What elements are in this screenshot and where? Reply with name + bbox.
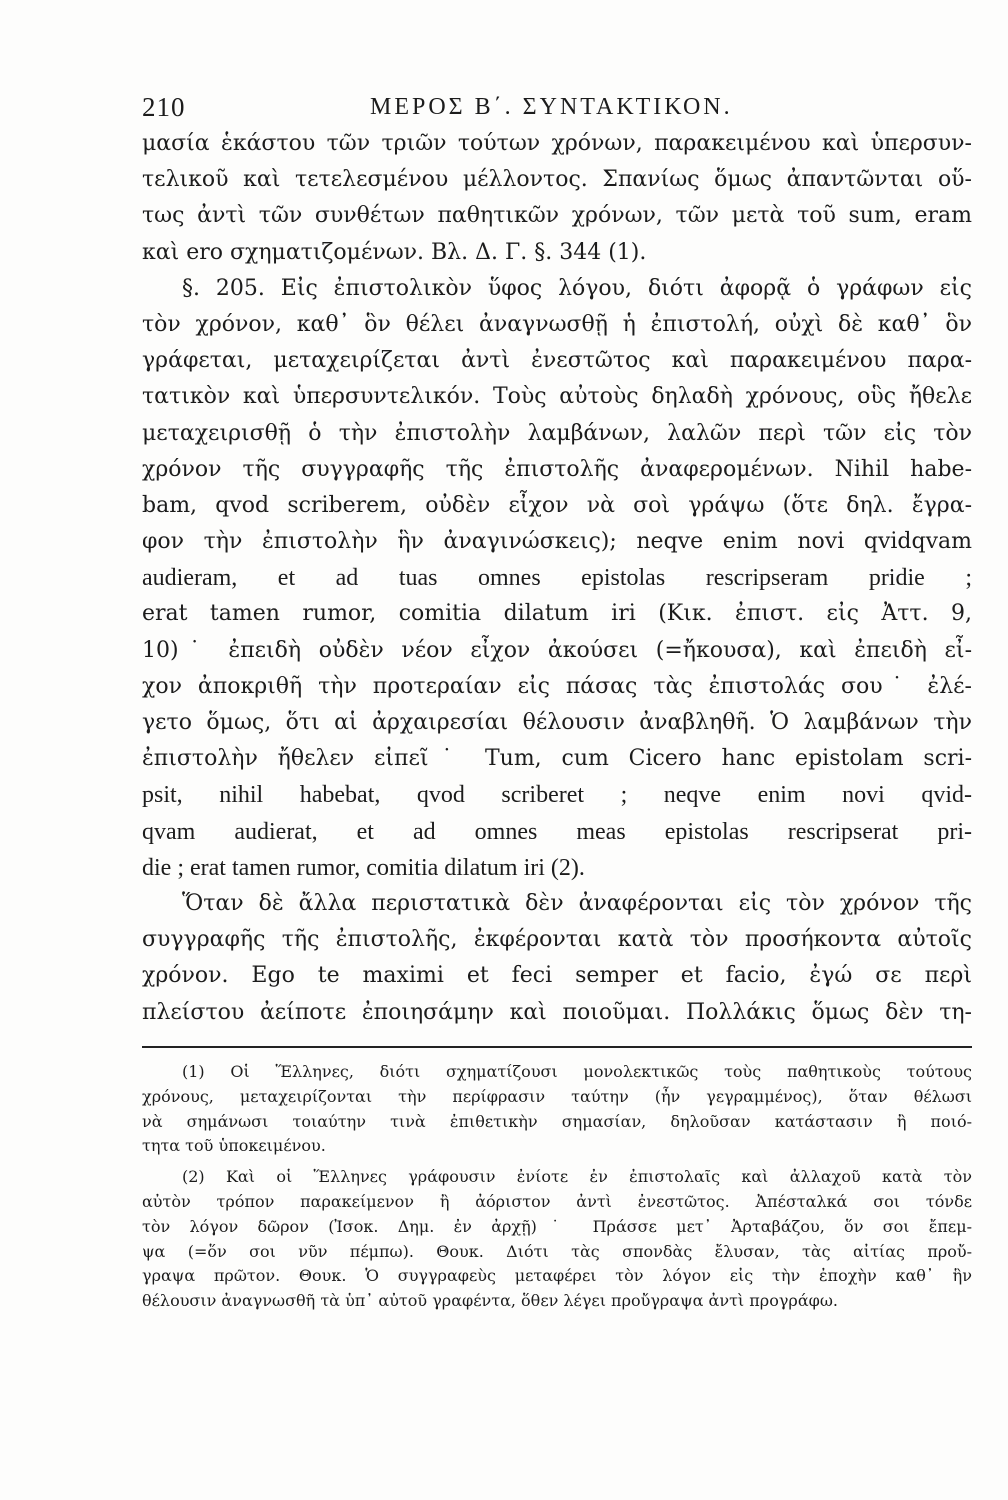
section-205-heading-line: §. 205. Εἰς ἐπιστολικὸν ὕφος λόγου, διότι ἀφορᾷ ὁ γράφων εἰς bbox=[182, 275, 972, 301]
text-line: χον ἀποκριθῆ τὴν προτεραίαν εἰς πάσας τὰς ἐπιστολάς σου˙ ἐλέ- bbox=[142, 673, 972, 699]
page-header bbox=[142, 92, 972, 128]
footnotes bbox=[142, 1060, 972, 1314]
text-line: bam, qvod scriberem, οὐδὲν εἶχον νὰ σοὶ γράψω (ὅτε δηλ. ἔγρα- bbox=[142, 492, 972, 518]
text-line: πλείστου ἀείποτε ἐποιησάμην καὶ ποιοῦμαι. Πολλάκις ὅμως δὲν τη- bbox=[142, 999, 972, 1025]
text-line: ἐπιστολὴν ἤθελεν εἰπεῖ˙ Tum, cum Cicero hanc epistolam scri- bbox=[142, 746, 972, 772]
latin-text-line: die ; erat tamen rumor, comitia dilatum iri (2). bbox=[142, 854, 585, 881]
text-line: τελικοῦ καὶ τετελεσμένου μέλλοντος. Σπανίως ὅμως ἀπαντῶνται οὕ- bbox=[142, 167, 972, 193]
paragraph-start-line: Ὅταν δὲ ἄλλα περιστατικὰ δὲν ἀναφέρονται εἰς τὸν χρόνον τῆς bbox=[182, 890, 972, 916]
main-text bbox=[142, 126, 972, 1031]
text-line: μασία ἑκάστου τῶν τριῶν τούτων χρόνων, παρακειμένου καὶ ὑπερσυν- bbox=[142, 131, 972, 156]
running-title: ΜΕΡΟΣ Β΄. ΣΥΝΤΑΚΤΙΚΟΝ. bbox=[370, 94, 733, 120]
text-line: 10)˙ ἐπειδὴ οὐδὲν νέον εἶχον ἀκούσει (=ἤκουσα), καὶ ἐπειδὴ εἶ- bbox=[142, 637, 972, 663]
text-line: συγγραφῆς τῆς ἐπιστολῆς, ἐκφέρονται κατὰ τὸν προσήκοντα αὐτοῖς bbox=[142, 927, 972, 953]
text-line: μεταχειρισθῇ ὁ τὴν ἐπιστολὴν λαμβάνων, λαλῶν περὶ τῶν εἰς τὸν bbox=[142, 420, 972, 446]
text-line: τατικὸν καὶ ὑπερσυντελικόν. Τοὺς αὐτοὺς δηλαδὴ χρόνους, οὓς ἤθελε bbox=[142, 384, 972, 410]
footnote-2-line: (2) Καὶ οἱ Ἕλληνες γράφουσιν ἐνίοτε ἐν ἐπιστολαῖς καὶ ἀλλαχοῦ κατὰ τὸν bbox=[182, 1167, 972, 1187]
footnote-2-line: ψα (=ὅν σοι νῦν πέμπω). Θουκ. Διότι τὰς σπονδὰς ἔλυσαν, τὰς αἰτίας προὔ- bbox=[142, 1241, 972, 1261]
latin-text-line: psit, nihil habebat, qvod scriberet ; neqve enim novi qvid- bbox=[142, 782, 972, 809]
page-number: 210 bbox=[142, 92, 186, 122]
footnote-divider bbox=[142, 1046, 972, 1048]
footnote-1-line: τητα τοῦ ὑποκειμένου. bbox=[142, 1136, 326, 1156]
text-line: τως ἀντὶ τῶν συνθέτων παθητικῶν χρόνων, τῶν μετὰ τοῦ sum, eram bbox=[142, 203, 972, 229]
text-line: erat tamen rumor, comitia dilatum iri (Κικ. ἐπιστ. εἰς Ἀττ. 9, bbox=[142, 601, 972, 627]
text-line: τὸν χρόνον, καθ᾿ ὃν θέλει ἀναγνωσθῇ ἡ ἐπιστολή, οὐχὶ δὲ καθ᾿ ὃν bbox=[142, 311, 972, 337]
latin-text-line: qvam audierat, et ad omnes meas epistolas rescripserat pri- bbox=[142, 818, 972, 845]
text-line: γετο ὅμως, ὅτι αἱ ἀρχαιρεσίαι θέλουσιν ἀναβληθῆ. Ὁ λαμβάνων τὴν bbox=[142, 710, 972, 735]
footnote-2-line: θέλουσιν ἀναγνωσθῆ τὰ ὑπ᾿ αὐτοῦ γραφέντα, ὅθεν λέγει προὔγραψα ἀντὶ προγράφω. bbox=[142, 1291, 838, 1311]
footnote-2-line: αὐτὸν τρόπον παρακείμενον ἢ ἀόριστον ἀντὶ ἐνεστῶτος. Ἀπέσταλκά σοι τόνδε bbox=[142, 1191, 972, 1211]
text-line: χρόνον τῆς συγγραφῆς τῆς ἐπιστολῆς ἀναφερομένων. Nihil habe- bbox=[142, 456, 972, 482]
latin-text-line: audieram, et ad tuas omnes epistolas rescripseram pridie ; bbox=[142, 565, 972, 592]
footnote-1-line: (1) Οἱ Ἕλληνες, διότι σχηματίζουσι μονολεκτικῶς τοὺς παθητικοὺς τούτους bbox=[182, 1062, 972, 1081]
footnote-1-line: νὰ σημάνωσι τοιαύτην τινὰ ἐπιθετικὴν σημασίαν, δηλοῦσαν κατάστασιν ἢ ποιό- bbox=[142, 1111, 972, 1131]
text-line: καὶ ero σχηματιζομένων. Βλ. Δ. Γ. §. 344 (1). bbox=[142, 239, 647, 265]
footnote-2-line: γραψα πρῶτον. Θουκ. Ὁ συγγραφεὺς μεταφέρει τὸν λόγον εἰς τὴν ἐποχὴν καθ᾿ ἣν bbox=[142, 1266, 972, 1286]
text-line: φον τὴν ἐπιστολὴν ἣν ἀναγινώσκεις); neqve enim novi qvidqvam bbox=[142, 529, 972, 555]
text-line: γράφεται, μεταχειρίζεται ἀντὶ ἐνεστῶτος καὶ παρακειμένου παρα- bbox=[142, 348, 972, 374]
footnote-1-line: χρόνους, μεταχειρίζονται τὴν περίφρασιν ταύτην (ἦν γεγραμμένος), ὅταν θέλωσι bbox=[142, 1086, 972, 1106]
footnote-2-line: τὸν λόγον δῶρον (Ἰσοκ. Δημ. ἐν ἀρχῇ)˙ Πράσσε μετ᾿ Ἀρταβάζου, ὅν σοι ἔπεμ- bbox=[142, 1216, 972, 1236]
text-line: χρόνον. Ego te maximi et feci semper et facio, ἐγώ σε περὶ bbox=[142, 963, 972, 989]
